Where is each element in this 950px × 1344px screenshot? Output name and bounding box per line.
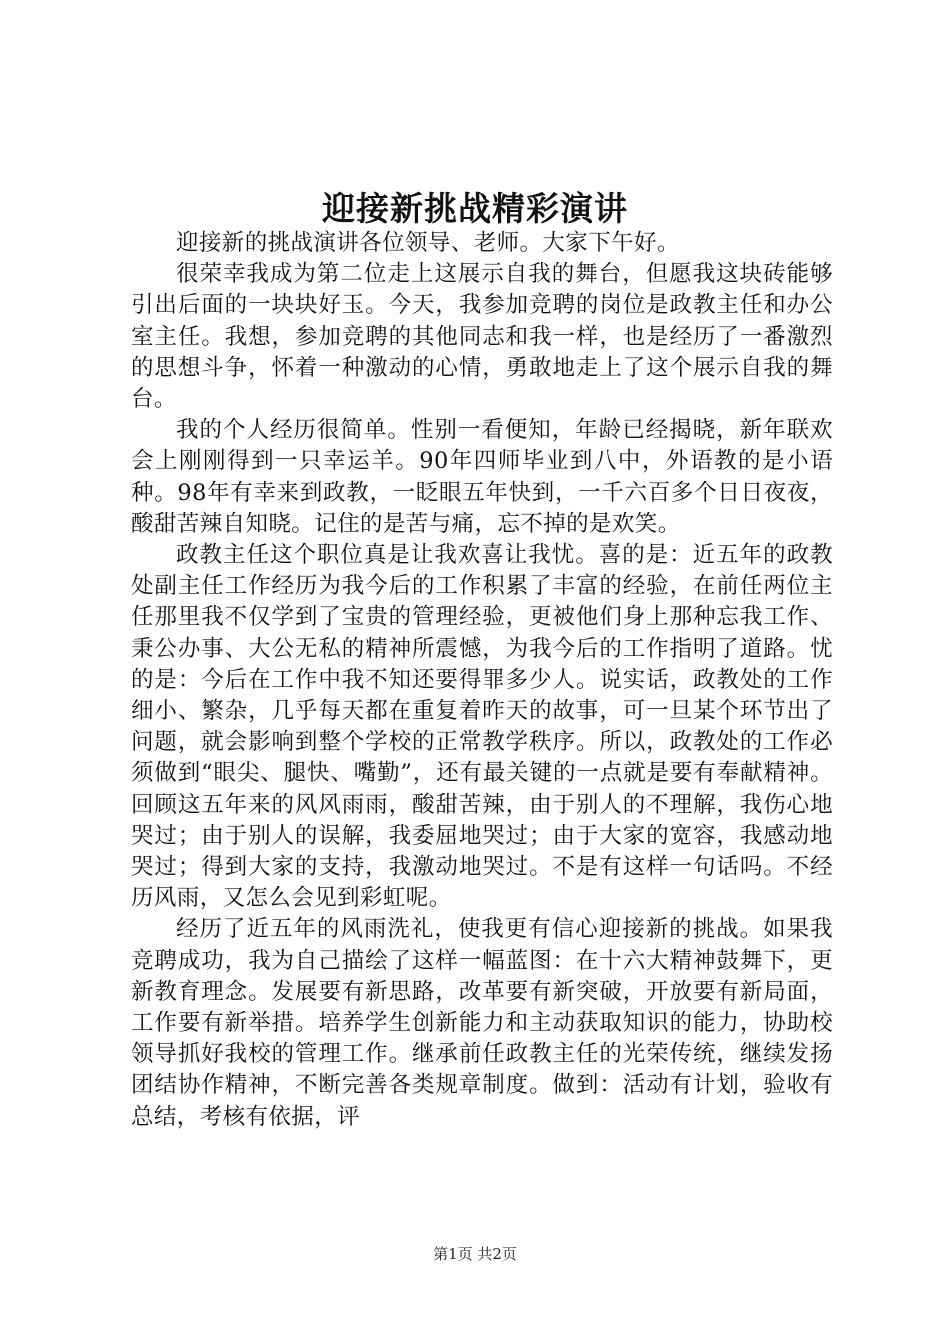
- page-number: 第1页 共2页: [433, 1245, 517, 1263]
- paragraph-blueprint: 经历了近五年的风雨洗礼，使我更有信心迎接新的挑战。如果我竞聘成功，我为自己描绘了这样一幅蓝图：在十六大精神鼓舞下，更新教育理念。发展要有新思路，改革要有新突破，开放要有新局面，工作要有新举措。培养学生创新能力和主动获取知识的能力，协助校领导抓好我校的管理工作。继承前任政教主任的光荣传统，继续发扬团结协作精神，不断完善各类规章制度。做到：活动有计划，验收有总结，考核有依据，评: [131, 916, 833, 1130]
- document-title: 迎接新挑战精彩演讲: [322, 189, 628, 228]
- document-body: [131, 228, 833, 1133]
- paragraph-joys-and-worries: 政教主任这个职位真是让我欢喜让我忧。喜的是：近五年的政教处副主任工作经历为我今后的工作积累了丰富的经验，在前任两位主任那里我不仅学到了宝贵的管理经验，更被他们身上那种忘我工作、秉公办事、大公无私的精神所震憾，为我今后的工作指明了道路。忧的是：今后在工作中我不知还要得罪多少人。说实话，政教处的工作细小、繁杂，几乎每天都在重复着昨天的故事，可一旦某个环节出了问题，就会影响到整个学校的正常教学秩序。所以，政教处的工作必须做到“眼尖、腿快、嘴勤”，还有最关键的一点就是要有奉献精神。回顾这五年来的风风雨雨，酸甜苦辣，由于别人的不理解，我伤心地哭过；由于别人的误解，我委屈地哭过；由于大家的宽容，我感动地哭过；得到大家的支持，我激动地哭过。不是有这样一句话吗。不经历风雨，又怎么会见到彩虹呢。: [131, 542, 833, 912]
- paragraph-introduction: 很荣幸我成为第二位走上这展示自我的舞台，但愿我这块砖能够引出后面的一块块好玉。今天，我参加竞聘的岗位是政教主任和办公室主任。我想，参加竞聘的其他同志和我一样，也是经历了一番激烈的思想斗争，怀着一种激动的心情，勇敢地走上了这个展示自我的舞台。: [131, 261, 833, 413]
- paragraph-personal-history: 我的个人经历很简单。性别一看便知，年龄已经揭晓，新年联欢会上刚刚得到一只幸运羊。90年四师毕业到八中，外语教的是小语种。98年有幸来到政教，一眨眼五年快到，一千六百多个日日夜夜，酸甜苦辣自知晓。记住的是苦与痛，忘不掉的是欢笑。: [131, 417, 833, 537]
- paragraph-greeting: 迎接新的挑战演讲各位领导、老师。大家下午好。: [176, 230, 680, 256]
